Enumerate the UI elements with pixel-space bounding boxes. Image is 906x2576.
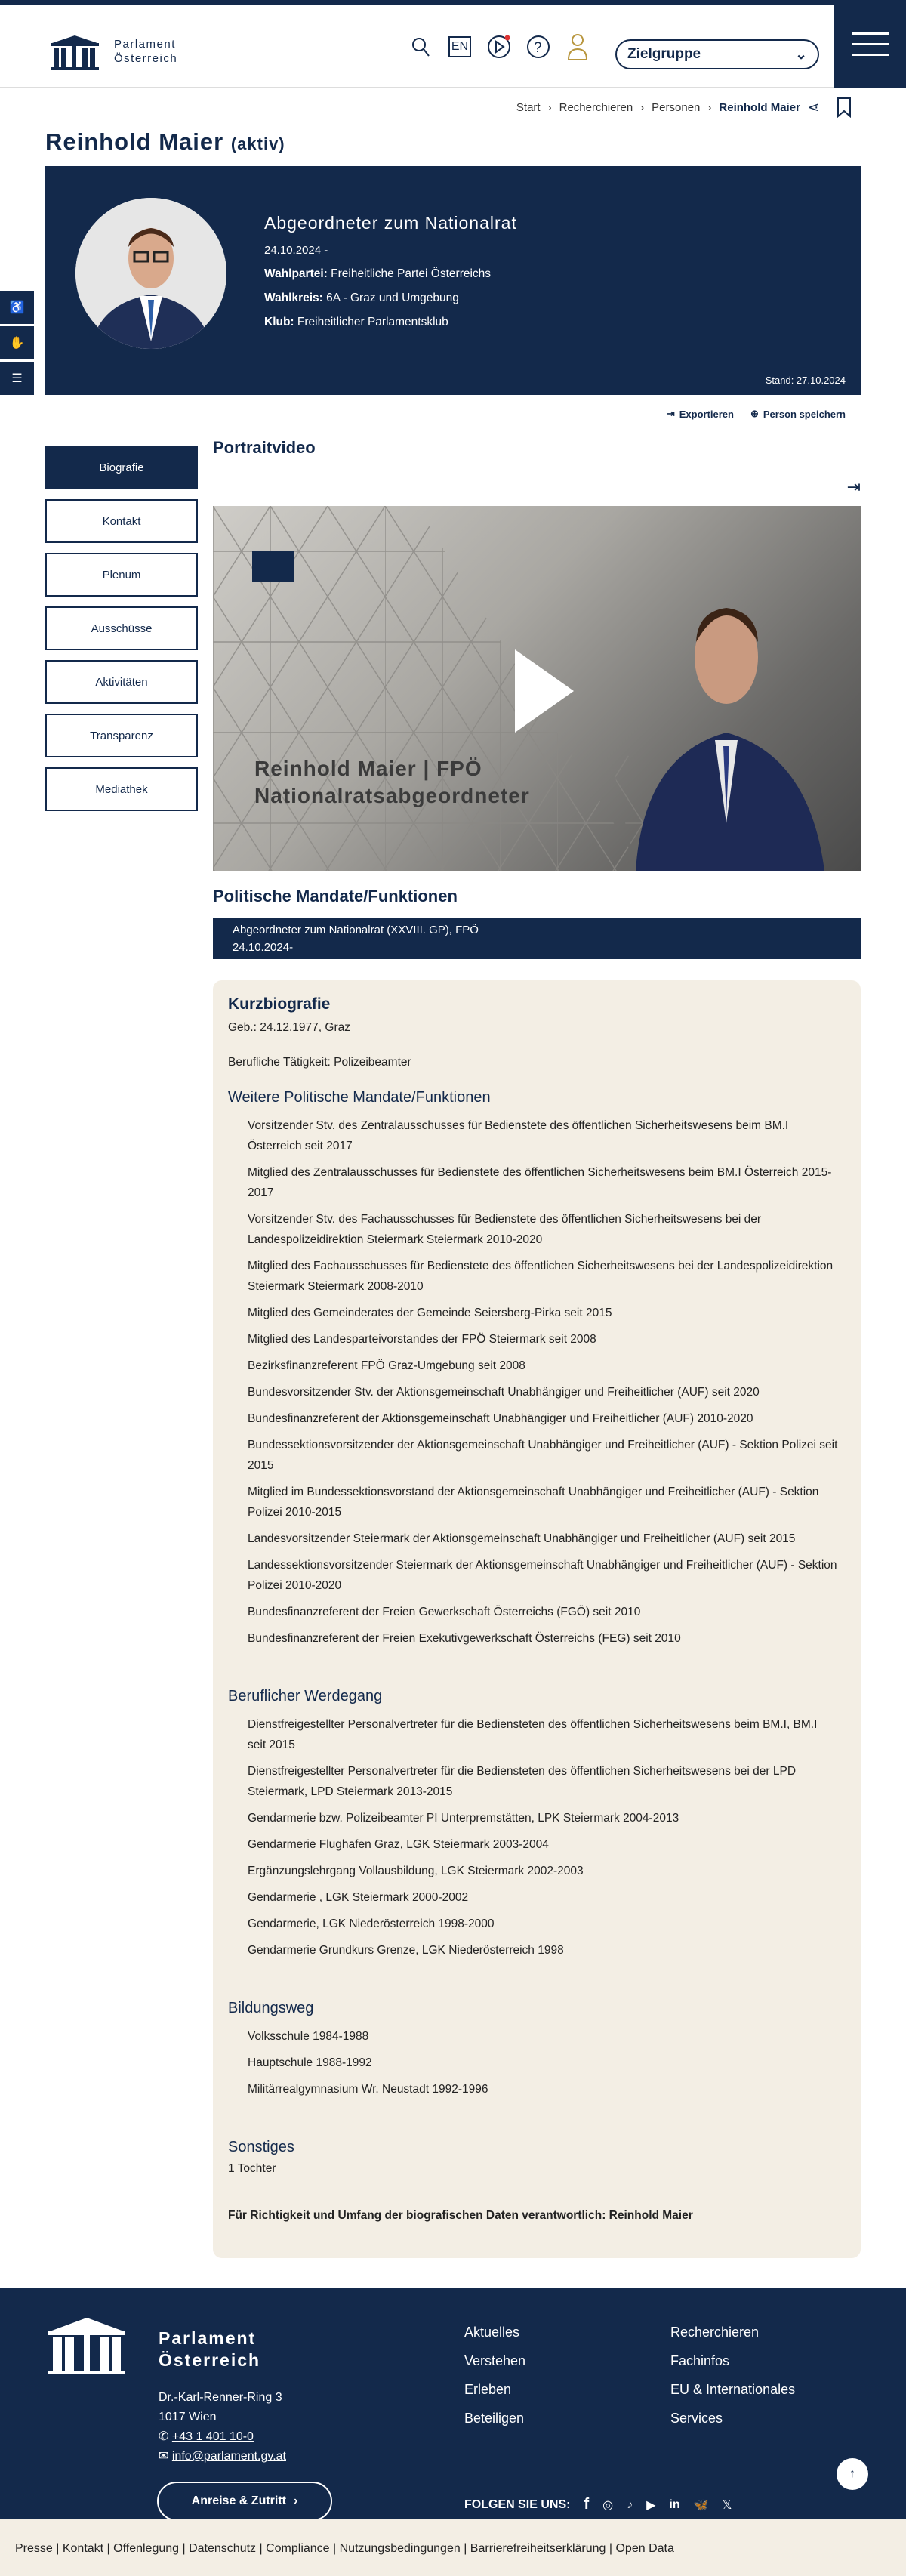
mandate-item: Abgeordneter zum Nationalrat (XXVIII. GP), FPÖ 24.10.2024- xyxy=(213,918,861,959)
header xyxy=(0,5,834,88)
x-icon[interactable]: 𝕏 xyxy=(722,2498,732,2512)
bio-heading: Kurzbiografie xyxy=(228,995,331,1013)
job-info: Berufliche Tätigkeit: Polizeibeamter xyxy=(228,1056,411,1069)
facebook-icon[interactable]: f xyxy=(584,2496,590,2513)
legal-link[interactable]: Kontakt xyxy=(62,2542,104,2555)
education-list-item: Volksschule 1984-1988 xyxy=(248,2030,369,2043)
career-list-item: Gendarmerie Grundkurs Grenze, LGK Niederösterreich 1998 xyxy=(248,1944,564,1957)
accessibility-icon[interactable]: ♿ xyxy=(0,291,34,324)
footer-logo-line1: Parlament xyxy=(159,2328,257,2348)
youtube-icon[interactable]: ▶ xyxy=(646,2498,656,2512)
mail-icon: ✉ xyxy=(159,2450,169,2463)
status-label: (aktiv) xyxy=(230,134,285,153)
top-bar xyxy=(0,0,906,5)
export-button[interactable]: ⇥ Exportieren xyxy=(666,408,734,420)
mandate-list-item: Bundessektionsvorsitzender der Aktionsgemeinschaft Unabhängiger und Freiheitlicher (AUF) - Sektion Polizei seit 2015 xyxy=(248,1439,838,1472)
stand-date: Stand: 27.10.2024 xyxy=(765,375,846,386)
mandate-list-item: Bundesfinanzreferent der Freien Gewerkschaft Österreichs (FGÖ) seit 2010 xyxy=(248,1606,641,1618)
breadcrumb-recherchieren[interactable]: Recherchieren xyxy=(559,101,633,114)
legal-links: Presse | Kontakt | Offenlegung | Datenschutz | Compliance | Nutzungsbedingungen | Barrierefreiheitserklärung | Open Data xyxy=(0,2519,906,2576)
tiktok-icon[interactable]: ♪ xyxy=(627,2497,633,2511)
legal-link[interactable]: Offenlegung xyxy=(113,2542,180,2555)
footer xyxy=(0,2288,906,2519)
education-list-item: Militärrealgymnasium Wr. Neustadt 1992-1996 xyxy=(248,2083,488,2096)
footer-link-aktuelles[interactable]: Aktuelles xyxy=(464,2325,520,2340)
footer-phone-link[interactable]: +43 1 401 10-0 xyxy=(171,2430,254,2443)
footer-link-verstehen[interactable]: Verstehen xyxy=(464,2353,526,2368)
legal-link[interactable]: Compliance xyxy=(266,2542,330,2555)
legal-link[interactable]: Nutzungsbedingungen xyxy=(339,2542,461,2555)
travel-button[interactable]: Anreise & Zutritt › xyxy=(157,2482,332,2521)
breadcrumb-current: Reinhold Maier xyxy=(719,101,800,114)
career-list-item: Gendarmerie Flughafen Graz, LGK Steiermark 2003-2004 xyxy=(248,1838,549,1851)
club-row: Klub: Freiheitlicher Parlamentsklub xyxy=(264,316,448,329)
search-icon[interactable] xyxy=(408,34,433,60)
chevron-down-icon: ⌄ xyxy=(795,46,807,63)
plus-circle-icon: ⊕ xyxy=(750,408,759,419)
career-list-item: Gendarmerie bzw. Polizeibeamter PI Unterpremstätten, LPK Steiermark 2004-2013 xyxy=(248,1812,680,1825)
mandate-list-item: Bundesfinanzreferent der Freien Exekutivgewerkschaft Österreichs (FEG) seit 2010 xyxy=(248,1632,681,1645)
menu-button[interactable] xyxy=(834,0,906,88)
nav-plenum[interactable]: Plenum xyxy=(45,553,198,597)
breadcrumb-start[interactable]: Start xyxy=(516,101,541,114)
footer-link-eu[interactable]: EU & Internationales xyxy=(670,2382,796,2397)
mandate-list-item: Landessektionsvorsitzender Steiermark der Aktionsgemeinschaft Unabhängiger und Freiheitlicher (AUF) - Sektion Polizei 2010-2020 xyxy=(248,1559,837,1592)
audience-select[interactable] xyxy=(615,39,819,69)
help-icon[interactable] xyxy=(525,34,551,60)
export-icon: ⇥ xyxy=(666,408,675,419)
career-list-item: Gendarmerie , LGK Steiermark 2000-2002 xyxy=(248,1891,469,1904)
footer-link-services[interactable]: Services xyxy=(670,2411,723,2426)
footer-street: Dr.-Karl-Renner-Ring 3 xyxy=(159,2391,282,2404)
footer-logo-line2: Österreich xyxy=(159,2350,261,2370)
breadcrumb-personen[interactable]: Personen xyxy=(652,101,701,114)
nav-mediathek[interactable]: Mediathek xyxy=(45,767,198,811)
person-photo xyxy=(76,198,226,349)
mandate-list-item: Bezirksfinanzreferent FPÖ Graz-Umgebung seit 2008 xyxy=(248,1359,525,1372)
mandate-list-item: Bundesvorsitzender Stv. der Aktionsgemeinschaft Unabhängiger und Freiheitlicher (AUF) seit 2020 xyxy=(248,1386,760,1399)
breadcrumb: Start › Recherchieren › Personen › Reinhold Maier ⋖ xyxy=(516,100,819,115)
mandates-heading: Politische Mandate/Funktionen xyxy=(213,887,458,905)
play-icon[interactable] xyxy=(515,649,583,733)
legal-link[interactable]: Open Data xyxy=(615,2542,674,2555)
video-title-line2: Nationalratsabgeordneter xyxy=(254,784,530,807)
nav-aktivitaeten[interactable]: Aktivitäten xyxy=(45,660,198,704)
portraitvideo-heading: Portraitvideo xyxy=(213,438,316,457)
bookmark-icon[interactable] xyxy=(837,97,852,122)
footer-link-fachinfos[interactable]: Fachinfos xyxy=(670,2353,730,2368)
career-list-item: Dienstfreigestellter Personalvertreter für die Bediensteten des öffentlichen Sicherheitswesens bei der LPD Steiermark, LPD Steiermark 2013-2015 xyxy=(248,1765,797,1798)
mandate-list-item: Vorsitzender Stv. des Fachausschusses für Bedienstete des öffentlichen Sicherheitswesens bei der Landespolizeidirektion Steiermark Steiermark 2010-2020 xyxy=(248,1213,762,1246)
mandate-list-item: Mitglied des Fachausschusses für Bedienstete des öffentlichen Sicherheitswesens bei der Landespolizeidirektion Steiermark Steiermark 2008-2010 xyxy=(248,1260,834,1293)
easy-language-icon[interactable]: ☰ xyxy=(0,362,34,395)
person-nav xyxy=(45,446,198,821)
user-login-icon[interactable] xyxy=(565,34,590,60)
video-title-line1: Reinhold Maier | FPÖ xyxy=(254,757,482,780)
education-list xyxy=(228,2026,846,2099)
footer-logo-icon xyxy=(45,2315,128,2375)
instagram-icon[interactable]: ◎ xyxy=(602,2498,614,2512)
language-button[interactable] xyxy=(447,34,473,60)
party-row: Wahlpartei: Freiheitliche Partei Österreichs xyxy=(264,267,492,280)
share-icon[interactable]: ⋖ xyxy=(807,100,819,115)
footer-link-erleben[interactable]: Erleben xyxy=(464,2382,512,2397)
svg-text:?: ? xyxy=(534,40,542,56)
sign-language-icon[interactable]: ✋ xyxy=(0,326,34,359)
mandate-list-item: Mitglied des Zentralausschusses für Bedienstete des öffentlichen Sicherheitswesens beim BM.I Österreich 2015-2017 xyxy=(248,1166,832,1199)
footer-email-link[interactable]: info@parlament.gv.at xyxy=(171,2450,286,2463)
footer-link-recherchieren[interactable]: Recherchieren xyxy=(670,2325,760,2340)
other-heading: Sonstiges xyxy=(228,2139,294,2155)
nav-ausschuesse[interactable]: Ausschüsse xyxy=(45,606,198,650)
nav-transparenz[interactable]: Transparenz xyxy=(45,714,198,757)
logo-line1: Parlament xyxy=(114,38,176,51)
scroll-top-button[interactable]: ↑ xyxy=(837,2458,868,2490)
nav-kontakt[interactable]: Kontakt xyxy=(45,499,198,543)
nav-biografie[interactable]: Biografie xyxy=(45,446,198,489)
other-info: 1 Tochter xyxy=(228,2162,276,2175)
career-heading: Beruflicher Werdegang xyxy=(228,1688,383,1704)
mandate-list-item: Bundesfinanzreferent der Aktionsgemeinschaft Unabhängiger und Freiheitlicher (AUF) 2010-2020 xyxy=(248,1412,753,1425)
phone-icon: ✆ xyxy=(159,2430,169,2443)
page-title: Reinhold Maier (aktiv) xyxy=(45,128,285,155)
follow-label: FOLGEN SIE UNS: xyxy=(464,2497,571,2511)
role-date: 24.10.2024 - xyxy=(264,244,328,257)
video-export-icon[interactable]: ⇥ xyxy=(846,477,861,496)
language-label: EN xyxy=(448,36,471,57)
legal-link[interactable]: Barrierefreiheitserklärung xyxy=(470,2542,606,2555)
biography-box xyxy=(213,980,861,2258)
career-list-item: Ergänzungslehrgang Vollausbildung, LGK Steiermark 2002-2003 xyxy=(248,1865,584,1877)
accessibility-bar xyxy=(0,291,34,397)
mandate-list-item: Landesvorsitzender Steiermark der Aktionsgemeinschaft Unabhängiger und Freiheitlicher (AUF) seit 2015 xyxy=(248,1532,796,1545)
parliament-logo-icon xyxy=(49,32,100,70)
career-list xyxy=(228,1714,846,1961)
logo[interactable] xyxy=(49,32,177,70)
person-card xyxy=(45,166,861,395)
footer-link-beteiligen[interactable]: Beteiligen xyxy=(464,2411,525,2426)
mandate-list-item: Mitglied des Landesparteivorstandes der FPÖ Steiermark seit 2008 xyxy=(248,1333,596,1346)
birth-info: Geb.: 24.12.1977, Graz xyxy=(228,1021,350,1034)
footer-city: 1017 Wien xyxy=(159,2411,217,2423)
legal-link[interactable]: Presse xyxy=(15,2542,53,2555)
mandate-list-item: Vorsitzender Stv. des Zentralausschusses für Bedienstete des öffentlichen Sicherheitswesens beim BM.I Österreich seit 2017 xyxy=(248,1119,789,1152)
career-list-item: Dienstfreigestellter Personalvertreter für die Bediensteten des öffentlichen Sicherheitswesens beim BM.I, BM.I seit 2015 xyxy=(248,1718,818,1751)
career-list-item: Gendarmerie, LGK Niederösterreich 1998-2000 xyxy=(248,1917,495,1930)
save-person-button[interactable]: ⊕ Person speichern xyxy=(750,408,846,420)
further-mandates-heading: Weitere Politische Mandate/Funktionen xyxy=(228,1089,491,1106)
bluesky-icon[interactable]: 🦋 xyxy=(693,2498,709,2512)
responsibility-note: Für Richtigkeit und Umfang der biografischen Daten verantwortlich: Reinhold Maier xyxy=(228,2209,693,2222)
audience-select-value: Zielgruppe xyxy=(627,46,701,62)
mandate-list-item: Mitglied des Gemeinderates der Gemeinde Seiersberg-Pirka seit 2015 xyxy=(248,1307,612,1319)
further-mandates-list xyxy=(228,1115,846,1649)
mediathek-play-icon[interactable] xyxy=(486,34,512,60)
linkedin-icon[interactable]: in xyxy=(669,2497,680,2511)
mandate-list-item: Mitglied im Bundessektionsvorstand der Aktionsgemeinschaft Unabhängiger und Freiheitlicher (AUF) - Sektion Polizei 2010-2015 xyxy=(248,1485,819,1519)
video-player[interactable] xyxy=(213,506,861,871)
education-heading: Bildungsweg xyxy=(228,2000,314,2016)
chevron-right-icon: › xyxy=(294,2494,298,2507)
logo-line2: Österreich xyxy=(114,52,178,65)
education-list-item: Hauptschule 1988-1992 xyxy=(248,2056,372,2069)
district-row: Wahlkreis: 6A - Graz und Umgebung xyxy=(264,292,459,304)
role-heading: Abgeordneter zum Nationalrat xyxy=(264,213,517,233)
legal-link[interactable]: Datenschutz xyxy=(189,2542,257,2555)
